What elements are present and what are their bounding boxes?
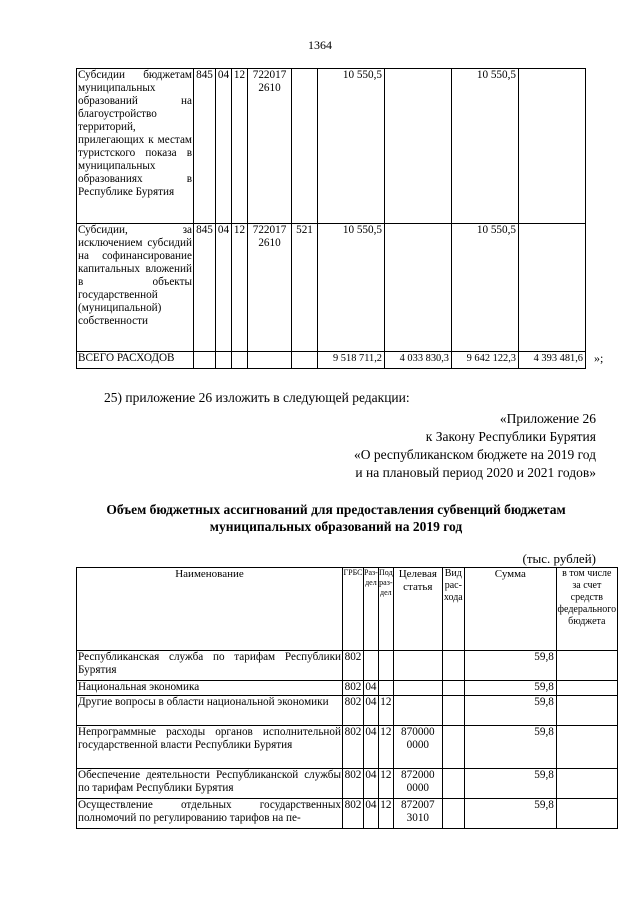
federal-cell: [556, 726, 617, 769]
target-article-cell: 870000 0000: [393, 726, 442, 769]
grbs-cell: 802: [343, 769, 364, 799]
federal-2020-cell: [519, 69, 586, 224]
expense-type-cell: [442, 681, 464, 696]
razdel-cell: 04: [216, 224, 232, 352]
total-sum-2020: 9 642 122,3: [452, 352, 519, 369]
closing-quote: »;: [594, 351, 604, 365]
target-article-cell: [393, 681, 442, 696]
razdel-cell: 04: [364, 799, 379, 829]
federal-2019-cell: [385, 224, 452, 352]
page-number: 1364: [308, 38, 332, 52]
table-row: [77, 769, 618, 799]
table-row: [77, 726, 618, 769]
expense-type-cell: [442, 726, 464, 769]
target-article-cell: [393, 696, 442, 726]
podrazdel-cell: 12: [232, 69, 248, 224]
federal-cell: [556, 799, 617, 829]
federal-2020-cell: [519, 224, 586, 352]
sum-2020-cell: 10 550,5: [452, 224, 519, 352]
sum-2020-cell: 10 550,5: [452, 69, 519, 224]
razdel-cell: [364, 651, 379, 681]
table-row: [77, 224, 586, 352]
total-label: ВСЕГО РАСХОДОВ: [77, 352, 194, 369]
sum-cell: 59,8: [464, 651, 556, 681]
document-title: [76, 501, 596, 535]
header-row: [77, 568, 618, 651]
razdel-cell: 04: [364, 769, 379, 799]
expense-type-cell: [442, 651, 464, 681]
row-name: Субсидии бюджетам муниципальных образований на благоустройство территорий, прилегающих к местам туристского показа в муниципальных образованиях в Республике Бурятия: [77, 69, 194, 224]
row-name: Субсидии, за исключением субсидий на софинансирование капитальных вложений в объекты государственной (муниципальной) собственности: [77, 224, 194, 352]
sum-cell: 59,8: [464, 681, 556, 696]
table-row: [77, 696, 618, 726]
federal-cell: [556, 651, 617, 681]
expense-type-cell: [442, 799, 464, 829]
row-name: Национальная экономика: [77, 681, 343, 696]
sum-cell: 59,8: [464, 696, 556, 726]
razdel-cell: 04: [364, 726, 379, 769]
sum-2019-cell: 10 550,5: [318, 69, 385, 224]
title-line: Объем бюджетных ассигнований для предоставления субвенций бюджетам: [106, 502, 566, 517]
expense-type-cell: [292, 69, 318, 224]
row-name: Другие вопросы в области национальной экономики: [77, 696, 343, 726]
sum-2019-cell: 10 550,5: [318, 224, 385, 352]
target-article-cell: 722017 2610: [248, 224, 292, 352]
header-target-article: Целевая статья: [393, 568, 442, 651]
grbs-cell: 802: [343, 696, 364, 726]
expense-type-cell: 521: [292, 224, 318, 352]
units-label: (тыс. рублей): [522, 551, 596, 566]
sum-cell: 59,8: [464, 726, 556, 769]
expense-type-cell: [442, 769, 464, 799]
target-article-cell: 872000 0000: [393, 769, 442, 799]
subventions-table: [76, 567, 618, 829]
appendix-line: и на плановый период 2020 и 2021 годов»: [355, 465, 596, 480]
header-sum: Сумма: [464, 568, 556, 651]
header-name: Наименование: [77, 568, 343, 651]
table-row: [77, 69, 586, 224]
razdel-cell: 04: [364, 696, 379, 726]
federal-cell: [556, 696, 617, 726]
podrazdel-cell: 12: [232, 224, 248, 352]
table-row: [77, 651, 618, 681]
grbs-cell: 802: [343, 651, 364, 681]
title-line: муниципальных образований на 2019 год: [209, 519, 463, 534]
podrazdel-cell: 12: [378, 769, 393, 799]
total-sum-2019: 9 518 711,2: [318, 352, 385, 369]
grbs-cell: 802: [343, 681, 364, 696]
podrazdel-cell: 12: [378, 696, 393, 726]
table-row: [77, 799, 618, 829]
grbs-cell: 845: [194, 69, 216, 224]
target-article-cell: 872007 3010: [393, 799, 442, 829]
federal-2019-cell: [385, 69, 452, 224]
row-name: Осуществление отдельных государственных полномочий по регулированию тарифов на пе-: [77, 799, 343, 829]
total-federal-2020: 4 393 481,6: [519, 352, 586, 369]
podrazdel-cell: [378, 651, 393, 681]
target-article-cell: 722017 2610: [248, 69, 292, 224]
expenditure-table-continued: [76, 68, 586, 369]
total-federal-2019: 4 033 830,3: [385, 352, 452, 369]
target-article-cell: [393, 651, 442, 681]
appendix-line: «О республиканском бюджете на 2019 год: [353, 447, 596, 462]
federal-cell: [556, 769, 617, 799]
row-name: Обеспечение деятельности Республиканской службы по тарифам Республики Бурятия: [77, 769, 343, 799]
appendix-header: [354, 410, 596, 482]
header-podrazdel: Под раз-дел: [378, 568, 393, 651]
appendix-line: к Закону Республики Бурятия: [425, 429, 596, 444]
row-name: Непрограммные расходы органов исполнительной государственной власти Республики Бурятия: [77, 726, 343, 769]
federal-cell: [556, 681, 617, 696]
header-federal: в том числе за счет средств федерального бюджета: [556, 568, 617, 651]
grbs-cell: 802: [343, 726, 364, 769]
podrazdel-cell: 12: [378, 726, 393, 769]
razdel-cell: 04: [364, 681, 379, 696]
grbs-cell: 845: [194, 224, 216, 352]
sum-cell: 59,8: [464, 769, 556, 799]
item-25-text: 25) приложение 26 изложить в следующей редакции:: [104, 390, 410, 405]
grbs-cell: 802: [343, 799, 364, 829]
sum-cell: 59,8: [464, 799, 556, 829]
podrazdel-cell: [378, 681, 393, 696]
total-row: [77, 352, 586, 369]
expense-type-cell: [442, 696, 464, 726]
header-expense-type: Вид рас-хода: [442, 568, 464, 651]
table-row: [77, 681, 618, 696]
header-razdel: Раз-дел: [364, 568, 379, 651]
podrazdel-cell: 12: [378, 799, 393, 829]
razdel-cell: 04: [216, 69, 232, 224]
row-name: Республиканская служба по тарифам Республики Бурятия: [77, 651, 343, 681]
header-grbs: ГРБС: [343, 568, 364, 651]
appendix-line: «Приложение 26: [499, 411, 596, 426]
